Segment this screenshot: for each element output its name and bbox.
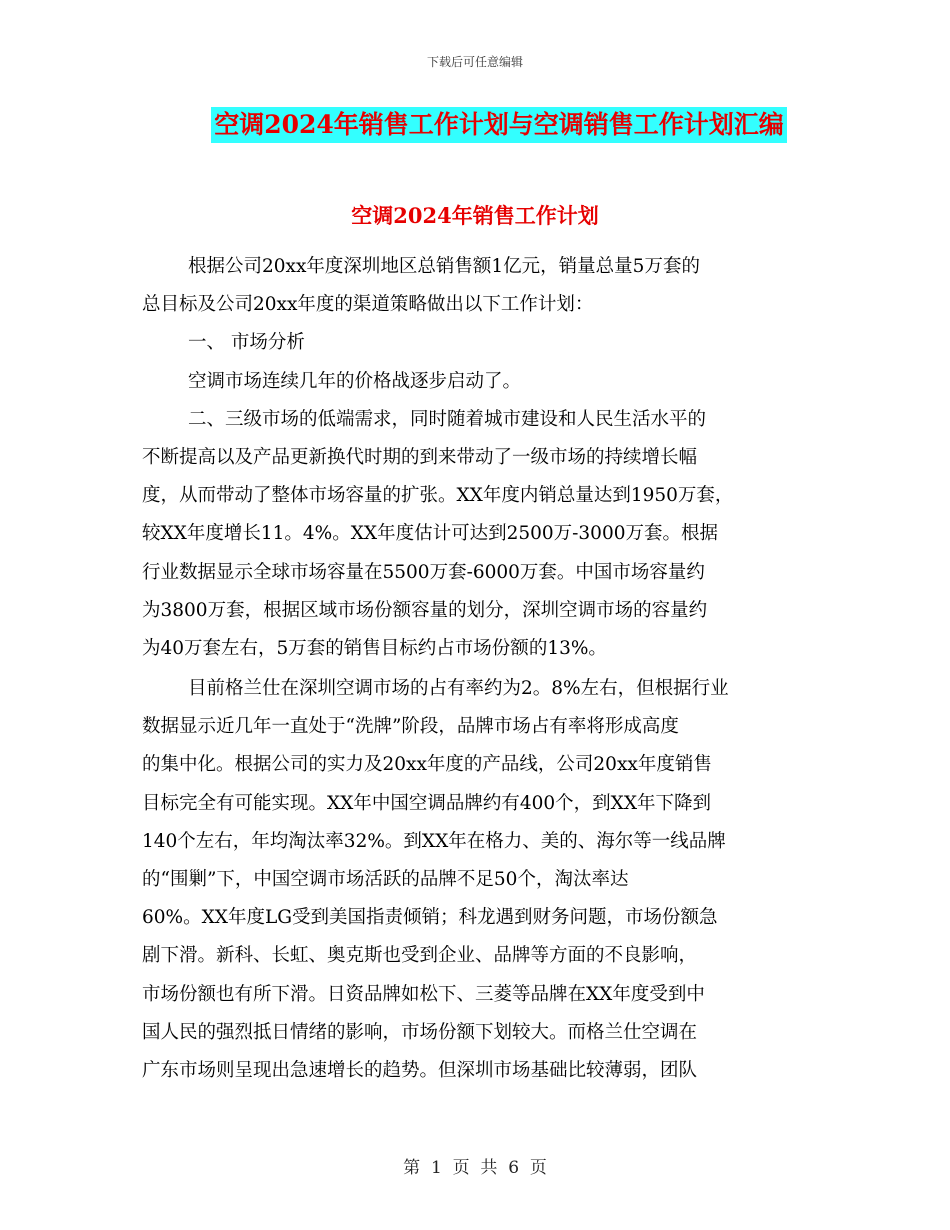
paragraph-line: 60%。XX年度LG受到美国指责倾销；科龙遇到财务问题，市场份额急 <box>142 907 718 929</box>
paragraph-line: 为40万套左右，5万套的销售目标约占市场份额的13%。 <box>142 637 607 659</box>
paragraph-line: 二、三级市场的低端需求，同时随着城市建设和人民生活水平的 <box>188 408 707 430</box>
paragraph-line: 市场份额也有所下滑。日资品牌如松下、三菱等品牌在XX年度受到中 <box>142 983 705 1005</box>
paragraph-line: 较XX年度增长11。4%。XX年度估计可达到2500万-3000万套。根据 <box>142 523 718 545</box>
paragraph-line: 不断提高以及产品更新换代时期的到来带动了一级市场的持续增长幅 <box>142 446 698 468</box>
paragraph-line: 广东市场则呈现出急速增长的趋势。但深圳市场基础比较薄弱，团队 <box>142 1059 698 1081</box>
paragraph-line: 总目标及公司20xx年度的渠道策略做出以下工作计划： <box>142 294 594 316</box>
paragraph-line: 度，从而带动了整体市场容量的扩张。XX年度内销总量达到1950万套， <box>142 485 734 507</box>
paragraph-line: 为3800万套，根据区域市场份额容量的划分，深圳空调市场的容量约 <box>142 599 708 621</box>
paragraph-line: 剧下滑。新科、长虹、奥克斯也受到企业、品牌等方面的不良影响， <box>142 945 698 967</box>
document-title-container <box>0 107 950 143</box>
paragraph-line: 140个左右，年均淘汰率32%。到XX年在格力、美的、海尔等一线品牌 <box>142 830 726 852</box>
document-title: 空调2024年销售工作计划与空调销售工作计划汇编 <box>211 107 787 143</box>
page-number-footer: 第 1 页 共 6 页 <box>403 1158 547 1178</box>
paragraph-line: 根据公司20xx年度深圳地区总销售额1亿元，销量总量5万套的 <box>188 256 700 277</box>
paragraph-line: 的“围剿”下，中国空调市场活跃的品牌不足50个，淘汰率达 <box>142 869 629 890</box>
paragraph-line: 空调市场连续几年的价格战逐步启动了。 <box>188 370 522 392</box>
section-title: 空调2024年销售工作计划 <box>351 203 599 228</box>
paragraph-line: 目前格兰仕在深圳空调市场的占有率约为2。8%左右，但根据行业 <box>188 678 729 700</box>
paragraph-line: 目标完全有可能实现。XX年中国空调品牌约有400个，到XX年下降到 <box>142 792 711 814</box>
document-body <box>142 248 812 1090</box>
paragraph-line: 的集中化。根据公司的实力及20xx年度的产品线，公司20xx年度销售 <box>142 754 712 776</box>
paragraph-line: 一、 市场分析 <box>188 332 305 354</box>
paragraph-line: 行业数据显示全球市场容量在5500万套-6000万套。中国市场容量约 <box>142 561 705 583</box>
paragraph-line: 数据显示近几年一直处于“洗牌”阶段，品牌市场占有率将形成高度 <box>142 716 679 738</box>
paragraph-line: 国人民的强烈抵日情绪的影响，市场份额下划较大。而格兰仕空调在 <box>142 1021 698 1043</box>
page-header-note: 下载后可任意编辑 <box>426 55 523 69</box>
